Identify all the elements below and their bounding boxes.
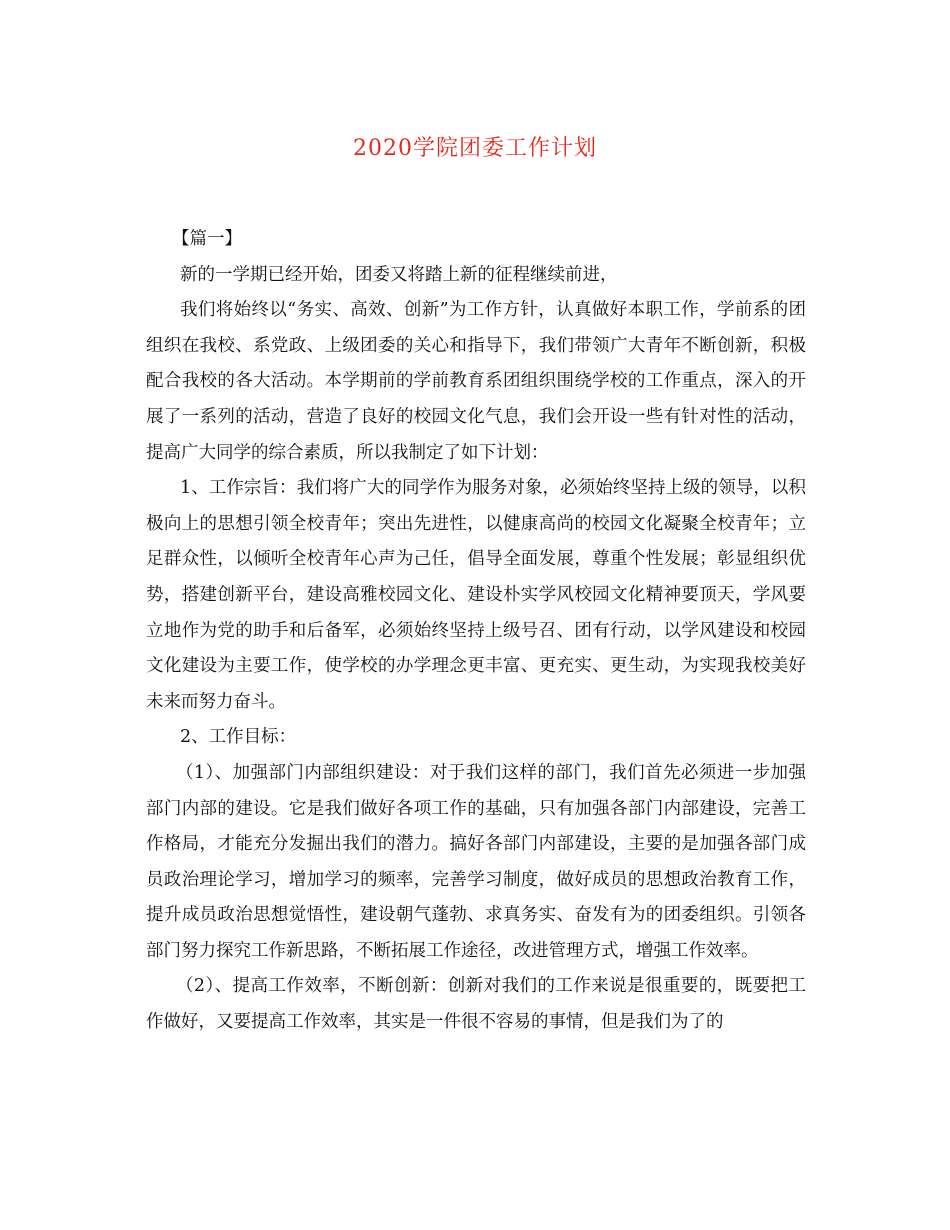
paragraph-work-purpose: 1、工作宗旨：我们将广大的同学作为服务对象，必须始终坚持上级的领导，以积极向上的思想引领全校青年；突出先进性，以健康高尚的校园文化凝聚全校青年；立足群众性，以倾听全校青年心声为己任，倡导全面发展，尊重个性发展；彰显组织优势，搭建创新平台，建设高雅校园文化、建设朴实学风校园文化精神要顶天，学风要立地作为党的助手和后备军，必须始终坚持上级号召、团有行动，以学风建设和校园文化建设为主要工作，使学校的办学理念更丰富、更充实、更生动，为实现我校美好未来而努力奋斗。 bbox=[146, 478, 806, 712]
paragraph-goal-2: （2）、提高工作效率，不断创新：创新对我们的工作来说是很重要的，既要把工作做好，又要提高工作效率，其实是一件很不容易的事情，但是我们为了的 bbox=[146, 976, 806, 1033]
section-label: 【篇一】 bbox=[172, 229, 242, 249]
paragraph-intro: 新的一学期已经开始，团委又将踏上新的征程继续前进， bbox=[180, 264, 618, 285]
document-body bbox=[146, 222, 806, 1041]
paragraph-work-goals-heading: 2、工作目标： bbox=[180, 727, 297, 748]
paragraph-goal-1: （1）、加强部门内部组织建设：对于我们这样的部门，我们首先必须进一步加强部门内部的建设。它是我们做好各项工作的基础，只有加强各部门内部建设，完善工作格局，才能充分发掘出我们的潜力。搞好各部门内部建设，主要的是加强各部门成员政治理论学习，增加学习的频率，完善学习制度，做好成员的思想政治教育工作，提升成员政治思想觉悟性，建设朝气蓬勃、求真务实、奋发有为的团委组织。引领各部门努力探究工作新思路，不断拓展工作途径，改进管理方式，增强工作效率。 bbox=[146, 762, 806, 961]
document-title: 2020学院团委工作计划 bbox=[353, 136, 597, 161]
paragraph-overview: 我们将始终以“务实、高效、创新”为工作方针，认真做好本职工作，学前系的团组织在我校、系党政、上级团委的关心和指导下，我们带领广大青年不断创新，积极配合我校的各大活动。本学期前的学前教育系团组织围绕学校的工作重点，深入的开展了一系列的活动，营造了良好的校园文化气息，我们会开设一些有针对性的活动，提高广大同学的综合素质，所以我制定了如下计划： bbox=[146, 300, 806, 463]
